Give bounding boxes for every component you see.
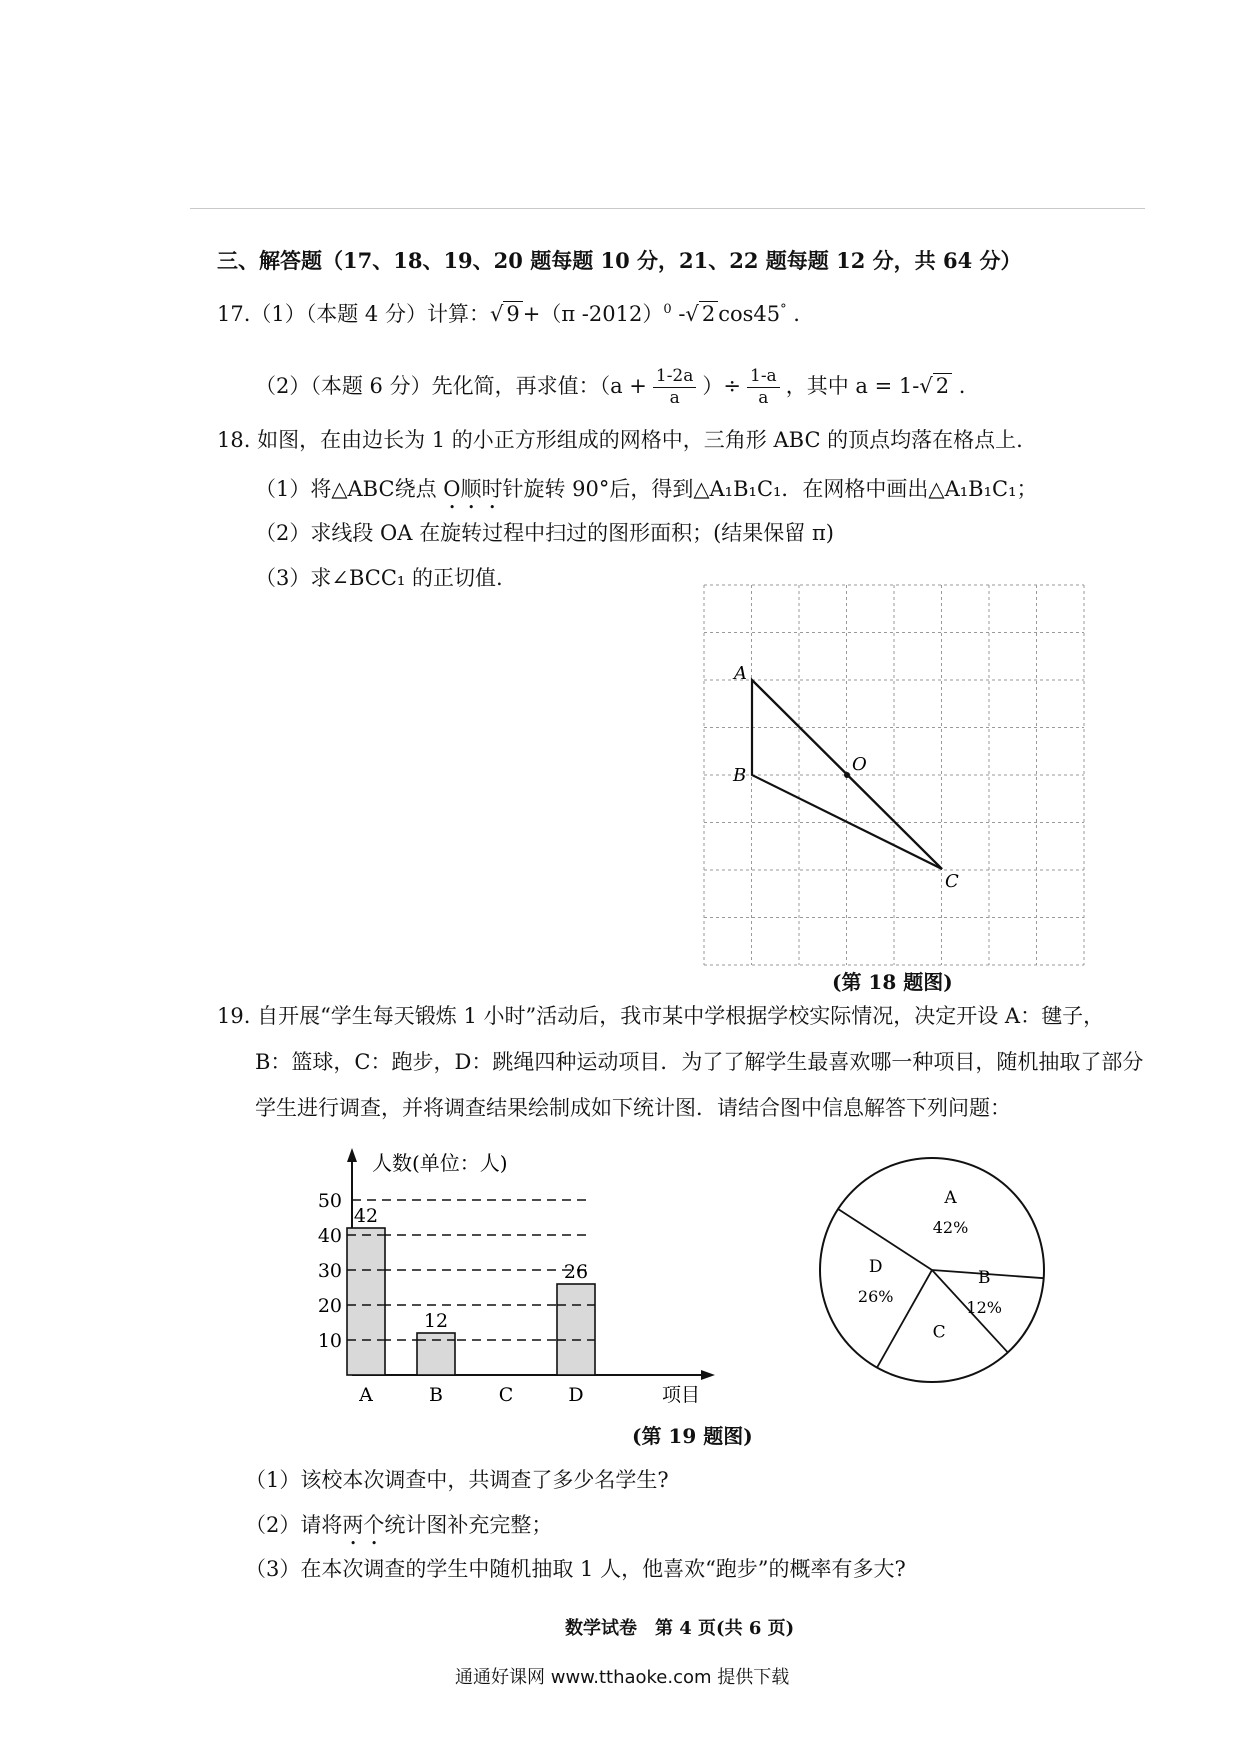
- bar-series: [347, 1205, 595, 1375]
- bar-y-ticks: [318, 1190, 342, 1352]
- q19-part3: （3）在本次调查的学生中随机抽取 1 人，他喜欢“跑步”的概率有多大?: [245, 1557, 906, 1581]
- pie-slice-percent-B: 12%: [966, 1298, 1002, 1318]
- data-label-B: 12: [423, 1310, 449, 1332]
- fraction-denominator: a: [669, 388, 680, 408]
- q18-part1-a: （1）将△ABC绕点: [255, 477, 444, 501]
- category-label-C: C: [498, 1384, 514, 1406]
- q19-part1: （1）该校本次调查中，共调查了多少名学生?: [245, 1468, 669, 1492]
- sqrt-9: √ 9: [490, 304, 523, 325]
- bar-gridlines: [352, 1200, 590, 1340]
- q19-part2-emphasis: 两个: [342, 1513, 385, 1537]
- pie-labels: [858, 1188, 1002, 1343]
- y-axis-label: 人数(单位：人): [372, 1151, 508, 1175]
- label-o: O: [852, 754, 867, 775]
- category-label-A: A: [359, 1384, 373, 1406]
- category-label-B: B: [429, 1384, 443, 1406]
- y-tick-label: 40: [317, 1225, 342, 1247]
- y-axis-arrow-icon: [347, 1148, 357, 1162]
- q19-figure-caption: (第 19 题图): [632, 1424, 753, 1448]
- sqrt-9-radicand: 9: [503, 301, 522, 326]
- site-credit: 通通好课网 www.tthaoke.com 提供下载: [455, 1667, 790, 1688]
- section-header: 三、解答题（17、18、19、20 题每题 10 分，21、22 题每题 12 分，共 64 分）: [217, 248, 1022, 273]
- y-tick-label: 50: [317, 1190, 342, 1212]
- q17-part2-mid: ）÷: [702, 374, 741, 398]
- q19-line2: B：篮球，C：跑步，D：跳绳四种运动项目．为了了解学生最喜欢哪一种项目，随机抽取了部分: [255, 1050, 1144, 1074]
- q17-part1-mid: +（π -2012）: [522, 302, 664, 326]
- pie-divider: [838, 1209, 932, 1270]
- y-tick-label: 20: [317, 1295, 342, 1317]
- y-tick-label: 10: [317, 1330, 342, 1352]
- x-axis-arrow-icon: [701, 1370, 715, 1380]
- pie-slice-label-A: A: [944, 1188, 957, 1209]
- q17-part1-prefix: 17.（1）（本题 4 分）计算：: [217, 302, 490, 326]
- fraction-numerator: 1-a: [747, 368, 780, 388]
- q19-part2-b: 统计图补充完整；: [384, 1513, 553, 1537]
- fraction-denominator: a: [758, 388, 769, 408]
- point-o: [844, 772, 850, 778]
- q17-part1: [217, 303, 800, 325]
- pie-slice-label-C: C: [932, 1322, 946, 1343]
- q18-part2: （2）求线段 OA 在旋转过程中扫过的图形面积；(结果保留 π): [255, 521, 834, 545]
- sqrt-2: √ 2: [685, 304, 718, 325]
- q18-figure-caption: (第 18 题图): [832, 970, 953, 994]
- x-axis-label: 项目: [662, 1384, 701, 1406]
- q18-part1-b: 针旋转 90°后，得到△A₁B₁C₁．在网格中画出△A₁B₁C₁；: [502, 477, 1038, 501]
- q19-line1: 19. 自开展“学生每天锻炼 1 小时”活动后，我市某中学根据学校实际情况，决定开设 A：毽子，: [217, 1004, 1105, 1028]
- fraction-numerator: 1-2a: [653, 368, 697, 388]
- q17-part2-end: .: [952, 374, 966, 398]
- sqrt-2: √ 2: [919, 376, 952, 397]
- bar-A: [347, 1228, 385, 1375]
- q18-part3: （3）求∠BCC₁ 的正切值.: [255, 566, 503, 590]
- q18-part1: [255, 477, 1038, 514]
- q17-part1-minus: -: [671, 302, 686, 326]
- bar-D: [557, 1284, 595, 1375]
- label-a: A: [734, 663, 747, 684]
- y-tick-label: 30: [317, 1260, 342, 1282]
- q17-degree: °: [780, 302, 787, 317]
- pie-slice-label-D: D: [868, 1256, 883, 1277]
- category-label-D: D: [568, 1384, 584, 1406]
- pie-divider: [877, 1270, 932, 1368]
- q17-part1-end: .: [786, 302, 800, 326]
- sqrt-2-radicand: 2: [699, 301, 718, 326]
- sqrt-2-radicand: 2: [933, 373, 952, 398]
- q17-part2-prefix: （2）（本题 6 分）先化简，再求值：（a +: [255, 374, 647, 398]
- top-rule: [190, 208, 1145, 209]
- q18-part1-emphasis: O顺时: [443, 477, 503, 501]
- q17-exponent-0: 0: [663, 302, 672, 317]
- data-label-D: 26: [563, 1261, 589, 1283]
- label-c: C: [945, 871, 959, 892]
- fraction-1-a-over-a: [747, 368, 780, 407]
- label-b: B: [733, 765, 747, 786]
- fraction-1-2a-over-a: [653, 368, 697, 407]
- pie-slice-percent-A: 42%: [932, 1218, 969, 1238]
- page-footer: 数学试卷 第 4 页(共 6 页): [565, 1618, 795, 1639]
- q19-pie-chart: [812, 1150, 1052, 1390]
- pie-slice-label-B: B: [977, 1268, 991, 1289]
- grid-lines: [704, 585, 1084, 965]
- q17-part2-where: ，其中 a = 1-: [785, 374, 920, 398]
- data-label-A: 42: [353, 1205, 379, 1227]
- q19-bar-chart: [300, 1140, 730, 1410]
- q19-part2: [245, 1513, 552, 1550]
- q19-part2-a: （2）请将: [245, 1513, 343, 1537]
- q19-line3: 学生进行调查，并将调查结果绘制成如下统计图．请结合图中信息解答下列问题：: [255, 1096, 1011, 1120]
- q17-cos: cos45: [718, 302, 781, 326]
- q18-stem: 18. 如图，在由边长为 1 的小正方形组成的网格中，三角形 ABC 的顶点均落在格点上.: [217, 428, 1023, 452]
- bar-categories: [358, 1384, 583, 1406]
- pie-slice-percent-D: 26%: [857, 1286, 894, 1306]
- q18-grid-figure: [690, 575, 1100, 975]
- q17-part2: [255, 368, 965, 407]
